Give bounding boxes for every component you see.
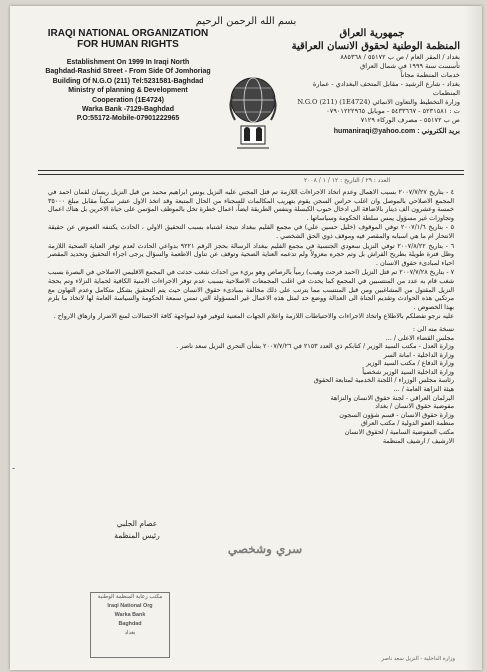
- scan-shadow: [464, 6, 482, 670]
- letterhead-arabic-line: بغداد - شارع الرشيد - مقابل المتحف البغدادي - عمارة المنظمات: [312, 80, 460, 97]
- cc-item: مجلس القضاء الاعلى / ...: [385, 333, 454, 342]
- letterhead-english-line: Establishment On 1999 In Iraqi North: [66, 59, 190, 66]
- cc-item: وزارة العدل - مكتب السيد الوزير / كتابكم ذي العدد ٢١٥٣ في ٢٠٠٧/٧/٢٦ بشأن التحري النزيل سعد ناصر .: [176, 342, 454, 351]
- letterhead-english-line: Baghdad-Rashid Street - From Side Of Jomhoriag: [45, 68, 211, 76]
- letterhead-english-line: Ministry of planning & Development: [68, 87, 188, 95]
- letter-body: [48, 188, 454, 445]
- stamp-arabic-top: مكتب رعاية المنظمة الوطنية: [97, 594, 163, 600]
- letterhead-arabic-line: ت : ٥٢٣١٥٨١ - ٥٤٣٣٦٦٧ - موبايل ٠٧٩٠١٢٢٢٩٦٥: [326, 107, 460, 115]
- signature-block: [92, 518, 182, 542]
- org-name-english-line2: FOR HUMAN RIGHTS: [77, 39, 179, 50]
- letterhead-english: [40, 28, 216, 124]
- stamp-arabic-bottom: بغداد: [124, 630, 136, 636]
- paragraph: ٥ - بتاريخ ٢٠٠٧/١/٦ توفي الموقوف (خليل حسين علي) في مجمع الفليم ببغداد نتيجة اشتباه بسبب التحقيق الاولي ، الحادث يكتنفه الغموض عن حقيقة الانتحار ام ما هي اسبابه والمقصر فيه وموقف ذوي الحق الشخصي .: [48, 223, 454, 240]
- letterhead-divider-thin: [38, 174, 464, 175]
- signatory-name: عصام الجلبي: [116, 519, 158, 528]
- reference-line: العدد : ٢٩ / التاريخ : ١٢ / ١ / ٢٠٠٨: [303, 177, 390, 184]
- footer-note: وزارة الداخلية - النزيل سعد ناصر: [381, 656, 455, 662]
- cc-item: وزارة الدفاع / مكتب السيد الوزير: [366, 359, 454, 368]
- letterhead-arabic-line: وزارة التخطيط والتعاون الانمائي N.G.O (211) (1E4724): [297, 98, 460, 106]
- paragraph: عليه نرجو تفضلكم بالاطلاع واتخاذ الاجراءات والاحتياطات اللازمة واعلام الجهات المعنية لتوفير قوة لمواجهة كافة الاحتمالات لمنع الاضرار وازهاق الارواح .: [53, 312, 454, 321]
- letterhead-divider: [38, 170, 464, 171]
- stamp-english-line: Baghdad: [118, 621, 142, 627]
- paragraph: ٧ - بتاريخ ٢٠٠٧/٧/٢٨ تم قتل النزيل (احمد فرحت وهيب) رمياً بالرصاص وهو بريء من احداث شغب حدثت في المجمع الاقليمي الاصلاحي في البصرة بسبب شغب قام به عدد من المنتسبين في المجمع كما يحدث في اغلب المجمعات الاصلاحية بسبب عدم توفر الاجراءات الامنية الكافية لحماية النزلاء وتم بحجة النزيل المقتول من المشاغبين ومن قبل المنتسب مما يترتب على ذلك مخالفة بمبادىء حقوق الانسان حيث يتم التحقيق بشكل متكامل وعدم التهاون مع مرتكبي هذه الحوادث وتقديم الجناة الى العدالة ووضع حد لمثل هذه الاعمال غير المسؤولة التي تمس سمعة الحكومة والسياسة العامة لها لاتخاذ ما يلزم بهذا الخصوص .: [48, 268, 454, 311]
- cc-list: [48, 325, 454, 445]
- letterhead-arabic: [284, 28, 460, 135]
- email-label: بريد الكتروني :: [417, 128, 460, 135]
- margin-mark: -: [12, 464, 16, 474]
- letterhead: [40, 28, 460, 170]
- cc-item: منظمة العفو الدولية / مكتب العراق: [360, 419, 454, 428]
- cc-item: وزارة الداخلية - امانة السر: [383, 350, 454, 359]
- cc-item: وزارة الداخلية السيد الوزير شخصياً: [362, 367, 454, 376]
- cc-title: نسخة منه الى :: [412, 324, 454, 333]
- email-line: [284, 127, 460, 135]
- cc-item: مفوضية حقوق الانسان / بغداد: [375, 402, 454, 411]
- letterhead-arabic-line: بغداد / المقر العام / ص ب ٥٥١٧٢ / ٨٨٥٣٦٨: [340, 53, 460, 61]
- cc-item: هيئة النزاهة العامة / ...: [393, 385, 454, 394]
- confidential-stamp: سري وشخصي: [227, 542, 303, 556]
- office-stamp: [90, 592, 170, 658]
- basmala: بسم الله الرحمن الرحيم: [195, 16, 297, 27]
- letterhead-arabic-line: خدمات المنظمة مجاناً: [400, 71, 460, 79]
- organization-logo: [223, 68, 283, 158]
- stamp-english-line: Iraqi National Org: [107, 603, 153, 609]
- letterhead-english-line: P.O:55172-Mobile-07901222965: [76, 115, 180, 123]
- email-address: humaniraqi@yahoo.com: [333, 128, 416, 135]
- org-name-english-line1: IRAQI NATIONAL ORGANIZATION: [47, 28, 209, 39]
- letterhead-english-line: Building Of N.G.O (211) Tel:5231581-Baghdad: [52, 77, 204, 85]
- letterhead-arabic-line: تأسست سنة ١٩٩٩ في شمال العراق: [360, 62, 460, 70]
- letterhead-english-line: Warka Bank -7129-Baghdad: [82, 106, 174, 114]
- country-name: جمهورية العراق: [339, 28, 405, 39]
- document-page: [10, 6, 482, 670]
- cc-item: مكتب المفوضية السامية / لحقوق الانسان: [344, 428, 454, 437]
- letterhead-english-line: Cooperation (1E4724): [92, 96, 164, 104]
- signatory-title: رئيس المنظمة: [114, 531, 160, 540]
- letterhead-arabic-line: ص ب ٥٥١٧٢ - مصرف الوركاء ٧١٢٩: [360, 116, 460, 124]
- org-name-arabic: المنظمة الوطنية لحقوق الانسان العراقية: [291, 41, 460, 52]
- cc-item: وزارة حقوق الانسان - قسم شؤون السجون: [339, 410, 454, 419]
- paragraph: ٦ - بتاريخ ٢٠٠٧/٨/٢٢ توفي النزيل سعودي الجنسية في مجمع الفليم ببغداد الرسالة بحجز الرقم ٩٢٢١ بدواعي الحادث لعدم توفر العناية الصحية اللازمة وظل فترة طويلة بطريح الفراش بل وتم حجره معزولاً ولم تدعمه العناية الصحية وتوقف عن تناول الاطعمة والسؤال يرجى اجراء التحقيق وتحديد المقصر احياء لمبادىء حقوق الانسان .: [48, 241, 454, 267]
- paragraph: ٤ - بتاريخ ٢٠٠٧/٧/٢٧ بسبب الاهمال وعدم اتخاذ الاجراءات اللازمة تم قتل المجني عليه النزيل يونس ابراهيم محمد من قبل النزيل ريسان لقمان احمد في المجمع الاصلاحي بالموصل وان اغلب حراس السجن يقوم بتهريب المكالمات للسجناء من الحال المتبعة وقد اتخذ الاول عشر سكيناً مقابل مبلغ ٣٥٠٠٠ خمسة وعشرون الف دينار بالاضافة الى ادخال حبوب الكبسلة وبنفس الطريقة ايضاً، اعمال خطرة تخل بالموظف المؤتمن على حياة الاخرين بل هناك اعمال وتجاوزات غير مسؤول يمس سلطة الحكومة وسياساتها .: [48, 188, 454, 222]
- cc-item: الارشيف / ارشيف المنظمة: [382, 436, 454, 445]
- cc-item: رئاسة مجلس الوزراء / اللجنة الخدمية لمتابعة الحقوق: [313, 376, 454, 385]
- cc-item: البرلمان العراقي - لجنة حقوق الانسان والنزاهة: [330, 393, 454, 402]
- stamp-english-line: Warka Bank: [114, 612, 146, 618]
